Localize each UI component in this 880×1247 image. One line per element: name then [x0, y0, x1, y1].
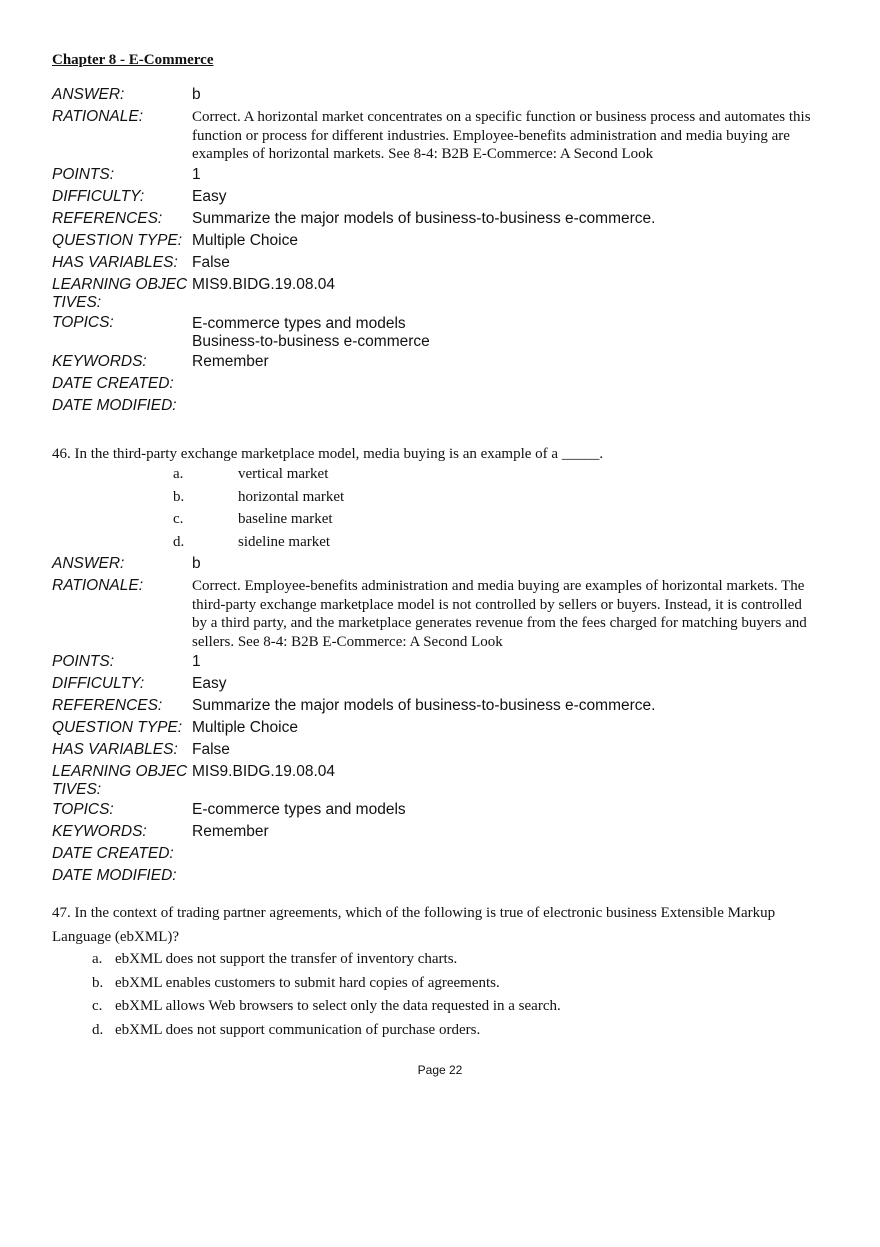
difficulty-value: Easy	[192, 675, 227, 692]
date-modified-row	[52, 395, 842, 417]
points-row	[52, 651, 842, 673]
option-letter: a.	[92, 951, 103, 967]
question-type-value: Multiple Choice	[192, 719, 298, 736]
option-text: sideline market	[238, 533, 331, 550]
keywords-label: KEYWORDS:	[52, 352, 147, 370]
option-text: vertical market	[238, 466, 329, 482]
option-b	[92, 972, 561, 996]
option-letter: c.	[173, 511, 184, 527]
difficulty-label: DIFFICULTY:	[52, 187, 145, 205]
points-value: 1	[192, 653, 201, 670]
rationale-label: RATIONALE:	[52, 577, 144, 594]
difficulty-row	[52, 673, 842, 695]
topics-row	[52, 312, 842, 351]
learning-objectives-label	[52, 274, 192, 312]
points-row	[52, 164, 842, 186]
topic-item: E-commerce types and models	[192, 314, 406, 332]
topics-value	[192, 312, 430, 351]
topics-label: TOPICS:	[52, 313, 114, 331]
option-text: ebXML does not support the transfer of inventory charts.	[115, 951, 458, 967]
date-created-label: DATE CREATED:	[52, 845, 174, 862]
topics-value: E-commerce types and models	[192, 801, 406, 818]
option-text: horizontal market	[238, 488, 345, 505]
references-label: REFERENCES:	[52, 209, 163, 227]
has-variables-row	[52, 252, 842, 274]
q45-metadata	[52, 84, 842, 417]
option-d	[92, 1019, 561, 1043]
learning-objectives-label-line2: TIVES:	[52, 293, 102, 311]
q46-metadata	[52, 553, 842, 887]
answer-label: ANSWER:	[52, 555, 125, 572]
answer-row	[52, 553, 842, 575]
references-value: Summarize the major models of business-to-business e-commerce.	[192, 697, 656, 714]
keywords-value: Remember	[192, 352, 269, 370]
points-value: 1	[192, 165, 201, 183]
has-variables-value: False	[192, 741, 230, 758]
learning-objectives-label-line1: LEARNING OBJEC	[52, 275, 188, 293]
rationale-value: Correct. Employee-benefits administration and media buying are examples of horizontal markets. The third-party exchange marketplace model is not controlled by sellers or buyers. Instead, it is controlled by a third party, and the marketplace generates revenue from the fees charged for matching buyers and sellers. See 8-4: B2B E-Commerce: A Second Look	[192, 578, 807, 650]
date-created-row	[52, 373, 842, 395]
question-type-label: QUESTION TYPE:	[52, 231, 183, 249]
q47-options	[92, 948, 561, 1042]
references-row	[52, 208, 842, 230]
chapter-header: Chapter 8 - E-Commerce	[52, 52, 214, 68]
has-variables-label: HAS VARIABLES:	[52, 253, 178, 271]
option-a	[173, 463, 344, 486]
answer-label: ANSWER:	[52, 86, 125, 103]
option-text: ebXML allows Web browsers to select only the data requested in a search.	[115, 998, 561, 1014]
answer-value: b	[192, 86, 201, 103]
option-c	[92, 995, 561, 1019]
option-text: ebXML does not support communication of purchase orders.	[115, 1021, 481, 1038]
points-label: POINTS:	[52, 165, 115, 183]
q46-options	[173, 463, 344, 553]
learning-objectives-value: MIS9.BIDG.19.08.04	[192, 763, 336, 780]
date-modified-label: DATE MODIFIED:	[52, 396, 177, 414]
references-label: REFERENCES:	[52, 697, 163, 714]
question-type-label: QUESTION TYPE:	[52, 719, 183, 736]
option-letter: d.	[92, 1021, 104, 1038]
option-a	[92, 948, 561, 972]
q46-question: 46. In the third-party exchange marketplace model, media buying is an example of a _____.	[52, 446, 604, 462]
rationale-row	[52, 575, 842, 651]
option-c	[173, 508, 344, 531]
topic-item: Business-to-business e-commerce	[192, 332, 430, 350]
learning-objectives-row	[52, 274, 842, 312]
q47-question: 47. In the context of trading partner agreements, which of the following is true of electronic business Extensible Markup Language (ebXML)?	[52, 905, 776, 945]
option-b	[173, 486, 344, 509]
references-value: Summarize the major models of business-to-business e-commerce.	[192, 209, 656, 227]
question-type-value: Multiple Choice	[192, 231, 298, 249]
has-variables-label: HAS VARIABLES:	[52, 741, 178, 758]
difficulty-value: Easy	[192, 187, 227, 205]
rationale-row	[52, 106, 842, 164]
option-letter: d.	[173, 533, 185, 550]
question-type-row	[52, 717, 842, 739]
rationale-label: RATIONALE:	[52, 108, 144, 125]
answer-value: b	[192, 555, 201, 572]
date-created-label: DATE CREATED:	[52, 374, 174, 392]
option-letter: c.	[92, 998, 103, 1014]
keywords-row	[52, 821, 842, 843]
rationale-value: Correct. A horizontal market concentrates on a specific function or business process and automates this function or process for different industries. Employee-benefits administration and media buying are examples of horizontal markets. See 8-4: B2B E-Commerce: A Second Look	[192, 109, 811, 162]
keywords-row	[52, 351, 842, 373]
option-d	[173, 531, 344, 554]
question-type-row	[52, 230, 842, 252]
points-label: POINTS:	[52, 653, 115, 670]
option-letter: b.	[92, 974, 104, 991]
page-number: Page 22	[417, 1063, 463, 1077]
learning-objectives-value: MIS9.BIDG.19.08.04	[192, 275, 336, 293]
difficulty-row	[52, 186, 842, 208]
keywords-label: KEYWORDS:	[52, 823, 147, 840]
option-text: baseline market	[238, 511, 333, 527]
learning-objectives-label-line2: TIVES:	[52, 781, 102, 798]
learning-objectives-label-line1: LEARNING OBJEC	[52, 763, 188, 780]
keywords-value: Remember	[192, 823, 269, 840]
learning-objectives-row	[52, 761, 842, 799]
learning-objectives-label	[52, 761, 192, 799]
answer-row	[52, 84, 842, 106]
date-modified-label: DATE MODIFIED:	[52, 867, 177, 884]
option-letter: a.	[173, 466, 184, 482]
topics-row	[52, 799, 842, 821]
difficulty-label: DIFFICULTY:	[52, 675, 145, 692]
references-row	[52, 695, 842, 717]
option-letter: b.	[173, 488, 185, 505]
option-text: ebXML enables customers to submit hard copies of agreements.	[115, 974, 500, 991]
has-variables-value: False	[192, 253, 230, 271]
date-created-row	[52, 843, 842, 865]
has-variables-row	[52, 739, 842, 761]
date-modified-row	[52, 865, 842, 887]
topics-label: TOPICS:	[52, 801, 114, 818]
